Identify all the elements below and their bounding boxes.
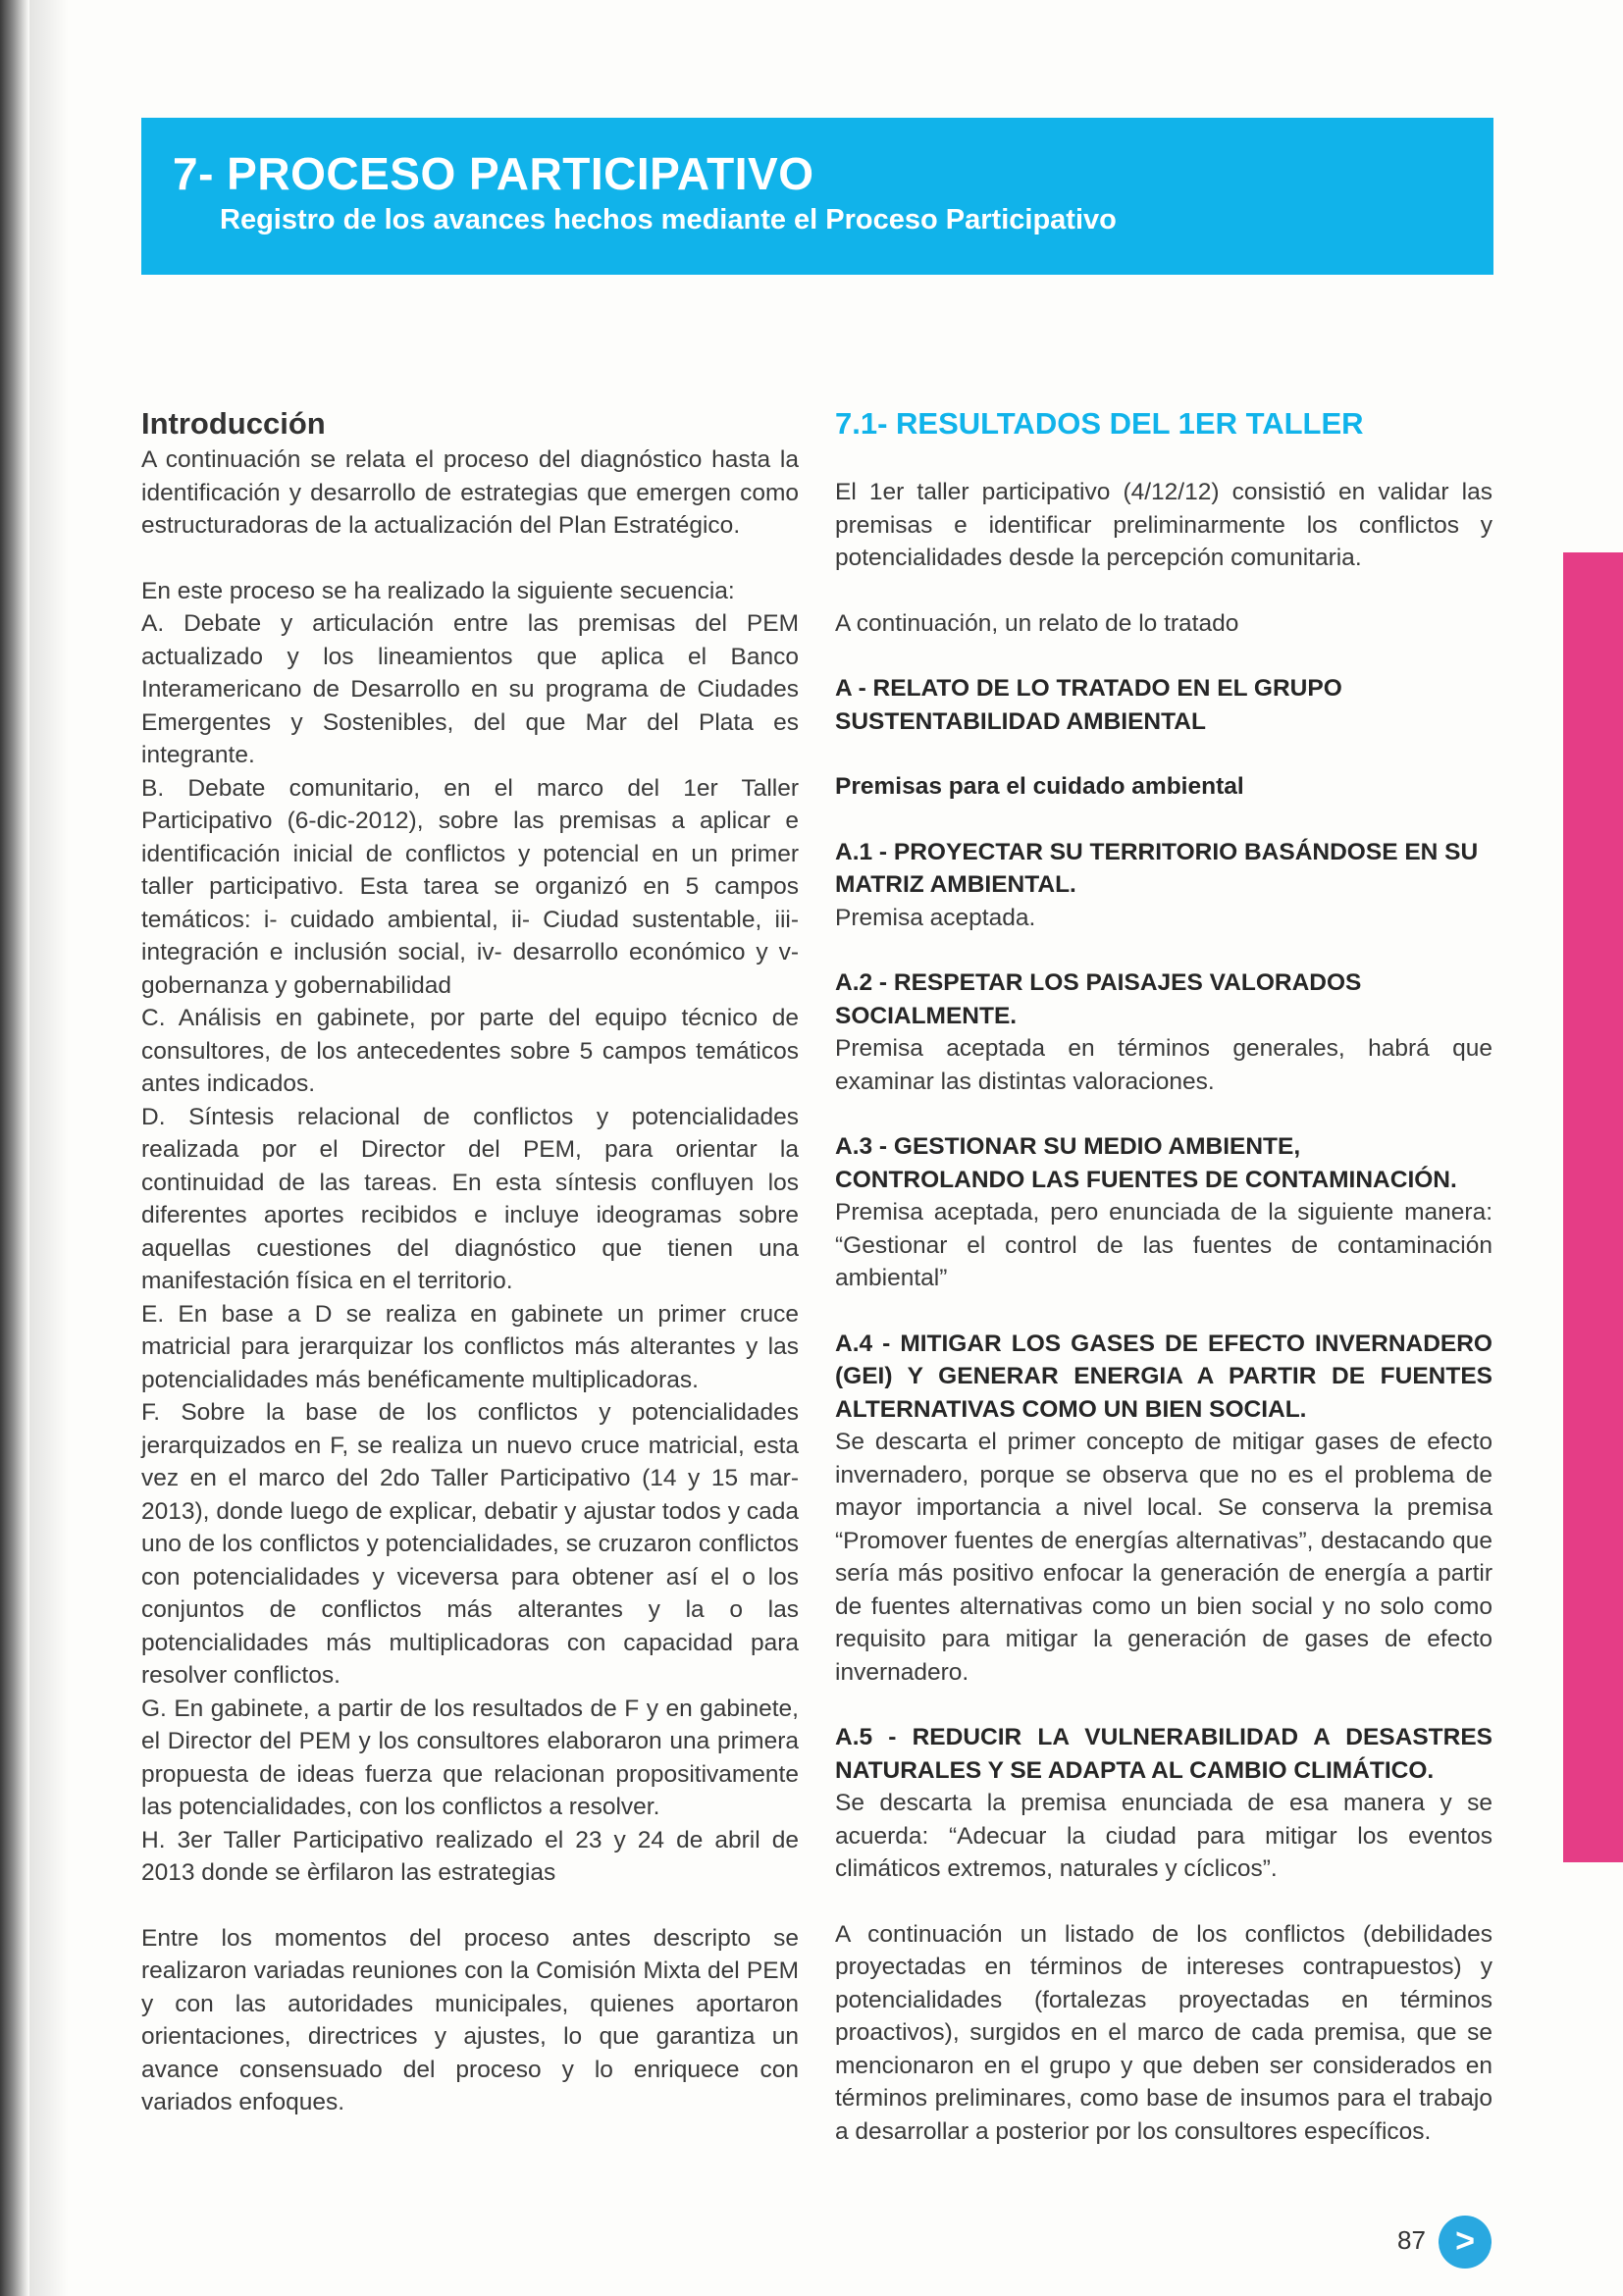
sequence-item-g: G. En gabinete, a partir de los resultados de F y en gabinete, el Director del PEM y los consultores elaboraron una primera propuesta de ideas fuerza que relacionan propositivamente las potencialidades, con los conflictos a resolver. <box>141 1695 799 1820</box>
chapter-banner <box>141 118 1493 275</box>
next-page-button[interactable]: > <box>1439 2216 1492 2269</box>
chapter-title: 7- PROCESO PARTICIPATIVO <box>173 148 814 199</box>
sequence-item-e: E. En base a D se realiza en gabinete un primer cruce matricial para jerarquizar los conflictos más alterantes y las potencialidades más benéficamente multiplicadoras. <box>141 1300 799 1393</box>
premise-title-a1: A.1 - PROYECTAR SU TERRITORIO BASÁNDOSE EN SU MATRIZ AMBIENTAL. <box>835 838 1479 898</box>
sequence-item-h: H. 3er Taller Participativo realizado el 23 y 24 de abril de 2013 donde se èrfilaron las estrategias <box>141 1826 799 1886</box>
premise-title-a2: A.2 - RESPETAR LOS PAISAJES VALORADOS SOCIALMENTE. <box>835 969 1362 1029</box>
section-heading: 7.1- RESULTADOS DEL 1ER TALLER <box>835 406 1364 441</box>
sequence-item-a: A. Debate y articulación entre las premisas del PEM actualizado y los lineamientos que aplica el Banco Interamericano de Desarrollo en su programa de Ciudades Emergentes y Sostenibles, del que Mar del Plata es integrante. <box>141 610 799 768</box>
left-column <box>141 404 799 2119</box>
premise-text-a3: Premisa aceptada, pero enunciada de la siguiente manera: “Gestionar el control de las fuentes de contaminación ambiental” <box>835 1199 1492 1291</box>
sequence-intro: En este proceso se ha realizado la siguiente secuencia: <box>141 577 735 604</box>
premise-text-a4: Se descarta el primer concepto de mitigar gases de efecto invernadero, porque se observa que no es el problema de mayor importancia a nivel local. Se conserva la premisa “Promover fuentes de energías alternativas”, destacando que sería más positivo enfocar la generación de energía a partir de fuentes alternativas como un bien social y no solo como requisito para mitigar la generación de gases de efecto invernadero. <box>835 1429 1492 1686</box>
group-title: A - RELATO DE LO TRATADO EN EL GRUPO SUSTENTABILIDAD AMBIENTAL <box>835 675 1342 735</box>
intro-heading: Introducción <box>141 406 326 441</box>
premise-text-a2: Premisa aceptada en términos generales, habrá que examinar las distintas valoraciones. <box>835 1035 1492 1095</box>
right-column <box>835 404 1492 2148</box>
section-intro: El 1er taller participativo (4/12/12) consistió en validar las premisas e identificar preliminarmente los conflictos y potencialidades desde la percepción comunitaria. <box>835 479 1492 571</box>
chapter-subtitle: Registro de los avances hechos mediante el Proceso Participativo <box>220 204 1117 235</box>
side-accent-bar <box>1563 552 1623 1862</box>
page-number: 87 <box>1397 2225 1426 2255</box>
premise-title-a5: A.5 - REDUCIR LA VULNERABILIDAD A DESASTRES NATURALES Y SE ADAPTA AL CAMBIO CLIMÁTICO. <box>835 1724 1492 1784</box>
premise-title-a3: A.3 - GESTIONAR SU MEDIO AMBIENTE, CONTROLANDO LAS FUENTES DE CONTAMINACIÓN. <box>835 1133 1457 1193</box>
intro-paragraph: A continuación se relata el proceso del diagnóstico hasta la identificación y desarrollo de estrategias que emergen como estructuradoras de la actualización del Plan Estratégico. <box>141 446 799 539</box>
premise-text-a1: Premisa aceptada. <box>835 904 1036 931</box>
premise-text-a5: Se descarta la premisa enunciada de esa manera y se acuerda: “Adecuar la ciudad para mitigar los eventos climáticos extremos, naturales y cíclicos”. <box>835 1790 1492 1882</box>
premisas-title: Premisas para el cuidado ambiental <box>835 773 1244 800</box>
book-binding <box>0 0 29 2296</box>
sequence-item-c: C. Análisis en gabinete, por parte del equipo técnico de consultores, de los antecedentes sobre 5 campos temáticos antes indicados. <box>141 1005 799 1097</box>
premise-title-a4: A.4 - MITIGAR LOS GASES DE EFECTO INVERNADERO (GEI) Y GENERAR ENERGIA A PARTIR DE FUENTES ALTERNATIVAS COMO UN BIEN SOCIAL. <box>835 1330 1492 1423</box>
binding-shadow <box>29 0 69 2296</box>
sequence-item-d: D. Síntesis relacional de conflictos y potencialidades realizada por el Director del PEM, para orientar la continuidad de las tareas. En esta síntesis confluyen los diferentes aportes recibidos e incluye ideogramas sobre aquellas cuestiones del diagnóstico que tienen una manifestación física en el territorio. <box>141 1103 799 1294</box>
relato-intro: A continuación, un relato de lo tratado <box>835 609 1239 637</box>
closing-paragraph: Entre los momentos del proceso antes descripto se realizaron variadas reuniones con la Comisión Mixta del PEM y con las autoridades municipales, quienes aportaron orientaciones, directrices y ajustes, lo que garantiza un avance consensuado del proceso y lo enriquece con variados enfoques. <box>141 1924 799 2115</box>
sequence-item-f: F. Sobre la base de los conflictos y potencialidades jerarquizados en F, se realiza un nuevo cruce matricial, esta vez en el marco del 2do Taller Participativo (14 y 15 mar-2013), donde luego de explicar, debatir y ajustar todos y cada uno de los conflictos y potencialidades, se cruzaron conflictos con potencialidades y viceversa para obtener así el o los conjuntos de conflictos más alterantes y la o las potencialidades más multiplicadoras con capacidad para resolver conflictos. <box>141 1399 799 1689</box>
conflicts-paragraph: A continuación un listado de los conflictos (debilidades proyectadas en términos de intereses contrapuestos) y potencialidades (fortalezas proyectadas en términos proactivos), surgidos en el marco de cada premisa, que se mencionaron en el grupo y que deben ser considerados en términos preliminares, como base de insumos para el trabajo a desarrollar a posterior por los consultores específicos. <box>835 1920 1492 2145</box>
sequence-item-b: B. Debate comunitario, en el marco del 1er Taller Participativo (6-dic-2012), sobre las premisas a aplicar e identificación inicial de conflictos y potencial en un primer taller participativo. Esta tarea se organizó en 5 campos temáticos: i- cuidado ambiental, ii- Ciudad sustentable, iii-integración e inclusión social, iv- desarrollo económico y v-gobernanza y gobernabilidad <box>141 774 799 999</box>
